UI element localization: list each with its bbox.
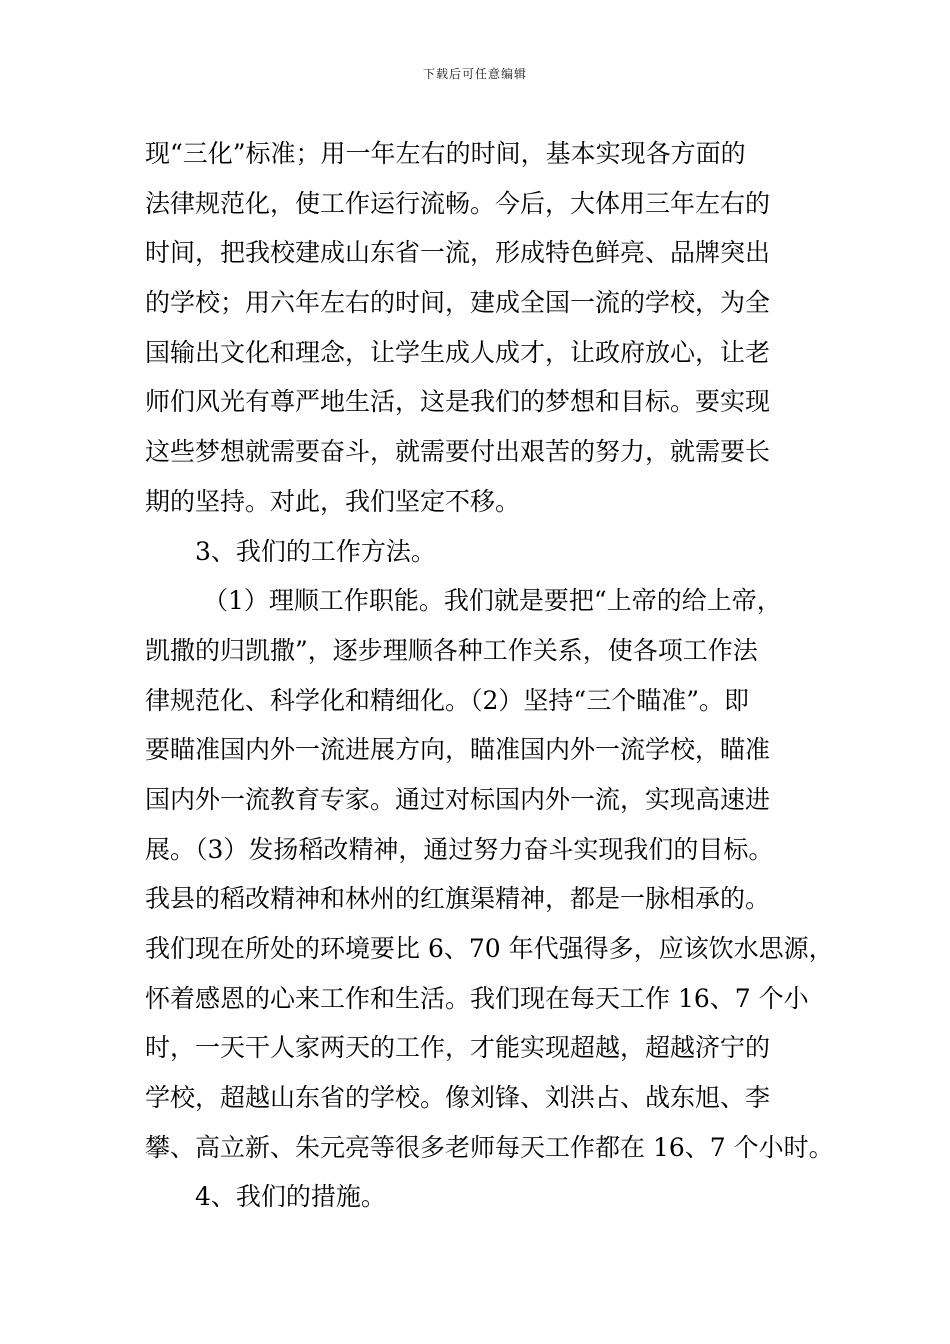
document-body — [145, 129, 835, 1222]
text-line: 怀着感恩的心来工作和生活。我们现在每天工作 16、7 个小 — [145, 983, 809, 1013]
section-heading: 3、我们的工作方法。 — [195, 536, 436, 566]
text-line: 的学校；用六年左右的时间，建成全国一流的学校，为全 — [145, 288, 771, 318]
text-line: 师们风光有尊严地生活，这是我们的梦想和目标。要实现 — [145, 387, 771, 417]
text-line: 时间，把我校建成山东省一流，形成特色鲜亮、品牌突出 — [145, 238, 771, 268]
text-line: 时，一天干人家两天的工作，才能实现超越，超越济宁的 — [145, 1033, 771, 1063]
text-line: 律规范化、科学化和精细化。（2）坚持“三个瞄准”。即 — [145, 685, 749, 715]
text-line: 学校，超越山东省的学校。像刘锋、刘洪占、战东旭、李 — [145, 1083, 771, 1113]
text-line: 国输出文化和理念，让学生成人成才，让政府放心，让老 — [145, 337, 771, 367]
section-heading: 4、我们的措施。 — [195, 1182, 386, 1212]
text-line: 国内外一流教育专家。通过对标国内外一流，实现高速进 — [145, 784, 771, 814]
text-line: 凯撒的归凯撒”，逐步理顺各种工作关系，使各项工作法 — [145, 635, 758, 665]
text-line: 我们现在所处的环境要比 6、70 年代强得多，应该饮水思源， — [145, 934, 834, 963]
text-line: 展。（3）发扬稻改精神，通过努力奋斗实现我们的目标。 — [145, 834, 774, 864]
text-line: 现“三化”标准；用一年左右的时间，基本实现各方面的 — [145, 139, 746, 168]
text-line: 我县的稻改精神和林州的红旗渠精神，都是一脉相承的。 — [145, 884, 771, 914]
text-line: 法律规范化，使工作运行流畅。今后，大体用三年左右的 — [145, 188, 771, 218]
text-line: 期的坚持。对此，我们坚定不移。 — [145, 486, 521, 516]
text-line: 这些梦想就需要奋斗，就需要付出艰苦的努力，就需要长 — [145, 437, 771, 467]
text-line: 攀、高立新、朱元亮等很多老师每天工作都在 16、7 个小时。 — [145, 1132, 834, 1162]
text-line: 要瞄准国内外一流进展方向，瞄准国内外一流学校，瞄准 — [145, 735, 771, 765]
page-header: 下载后可任意编辑 — [422, 67, 527, 81]
paragraph-start: （1）理顺工作职能。我们就是要把“上帝的给上帝， — [203, 586, 782, 616]
